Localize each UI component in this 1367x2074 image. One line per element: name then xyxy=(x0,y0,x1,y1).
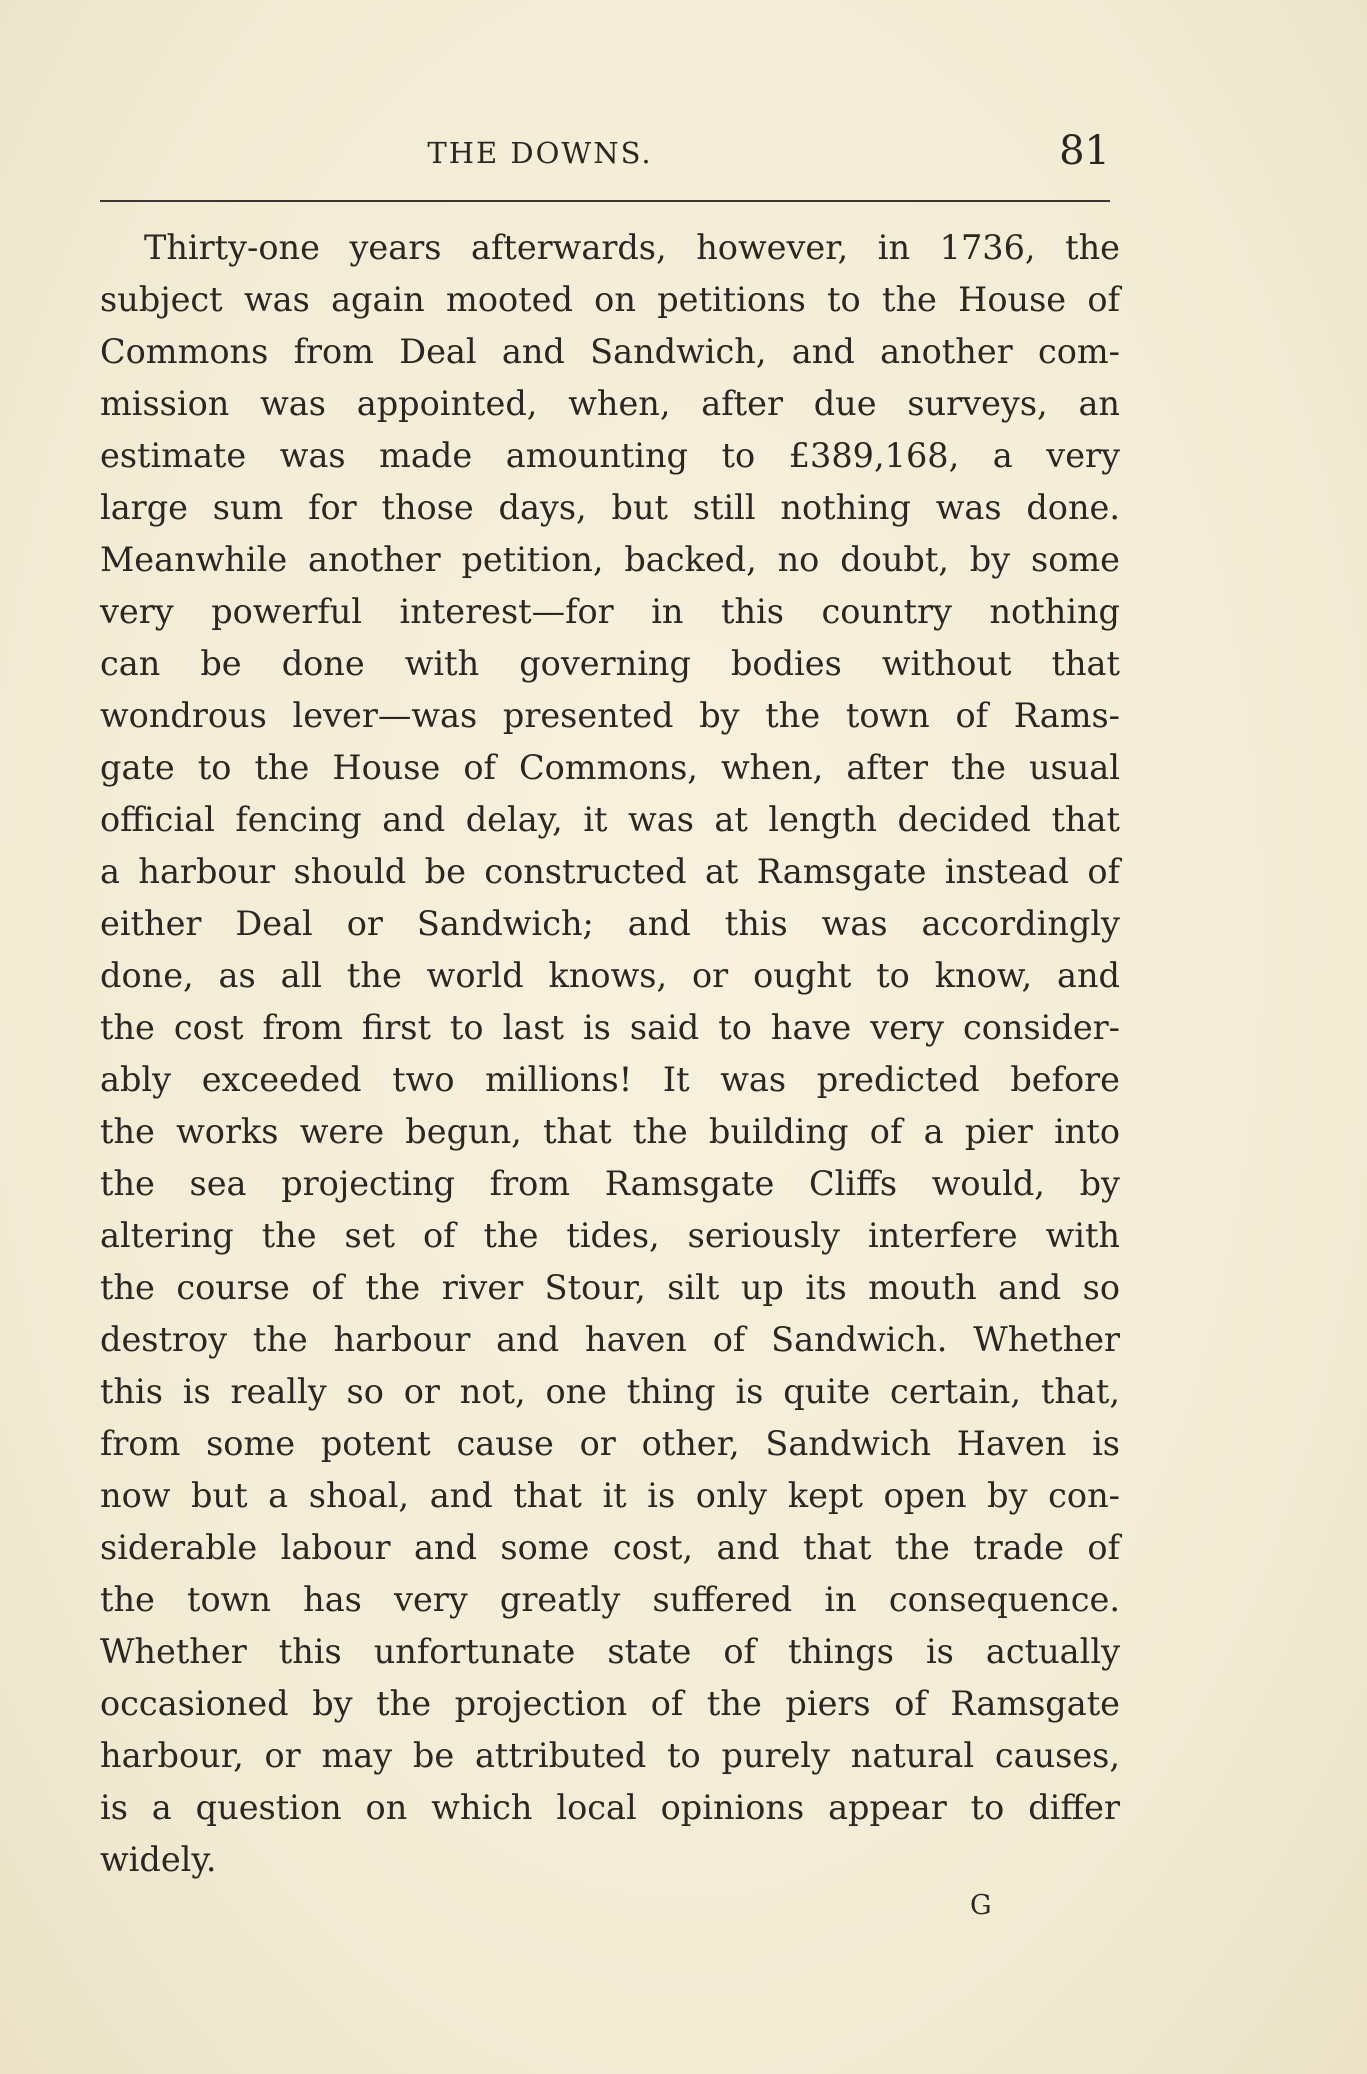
text-line: a harbour should be constructed at Ramsgate instead of xyxy=(100,852,1120,891)
body-text xyxy=(100,222,1120,1886)
header-rule xyxy=(100,200,1110,202)
text-line: harbour, or may be attributed to purely natural causes, xyxy=(100,1736,1120,1775)
text-line: the cost from first to last is said to have very consider- xyxy=(100,1008,1120,1047)
text-line: mission was appointed, when, after due surveys, an xyxy=(100,384,1120,423)
text-line: occasioned by the projection of the piers of Ramsgate xyxy=(100,1684,1120,1723)
running-title: THE DOWNS. xyxy=(427,136,653,170)
text-line: either Deal or Sandwich; and this was accordingly xyxy=(100,904,1120,943)
text-line: gate to the House of Commons, when, after the usual xyxy=(100,748,1120,787)
text-line: can be done with governing bodies without that xyxy=(100,644,1120,683)
page-number: 81 xyxy=(1059,128,1110,174)
text-line: Meanwhile another petition, backed, no doubt, by some xyxy=(100,540,1120,579)
text-line: destroy the harbour and haven of Sandwich. Whether xyxy=(100,1320,1120,1359)
text-line: altering the set of the tides, seriously interfere with xyxy=(100,1216,1120,1255)
text-line: done, as all the world knows, or ought to know, and xyxy=(100,956,1120,995)
text-line: from some potent cause or other, Sandwich Haven is xyxy=(100,1424,1120,1463)
text-line: estimate was made amounting to £389,168, a very xyxy=(100,436,1120,475)
signature-mark: G xyxy=(970,1890,992,1921)
text-line: wondrous lever—was presented by the town of Rams- xyxy=(100,696,1120,735)
text-line-final: widely. xyxy=(100,1840,217,1879)
text-line: is a question on which local opinions appear to differ xyxy=(100,1788,1120,1827)
text-line: now but a shoal, and that it is only kept open by con- xyxy=(100,1476,1120,1515)
text-line: Thirty-one years afterwards, however, in 1736, the xyxy=(144,228,1120,267)
text-line: the town has very greatly suffered in consequence. xyxy=(100,1580,1120,1619)
text-line: Whether this unfortunate state of things is actually xyxy=(100,1632,1120,1671)
text-line: very powerful interest—for in this country nothing xyxy=(100,592,1120,631)
text-line: large sum for those days, but still nothing was done. xyxy=(100,488,1120,527)
text-line: official fencing and delay, it was at length decided that xyxy=(100,800,1120,839)
page-header xyxy=(100,128,1110,178)
text-line: the course of the river Stour, silt up its mouth and so xyxy=(100,1268,1120,1307)
text-line: ably exceeded two millions! It was predicted before xyxy=(100,1060,1120,1099)
text-line: subject was again mooted on petitions to the House of xyxy=(100,280,1120,319)
text-line: the sea projecting from Ramsgate Cliffs would, by xyxy=(100,1164,1120,1203)
text-line: siderable labour and some cost, and that the trade of xyxy=(100,1528,1120,1567)
text-line: this is really so or not, one thing is quite certain, that, xyxy=(100,1372,1120,1411)
text-line: Commons from Deal and Sandwich, and another com- xyxy=(100,332,1120,371)
text-line: the works were begun, that the building of a pier into xyxy=(100,1112,1120,1151)
